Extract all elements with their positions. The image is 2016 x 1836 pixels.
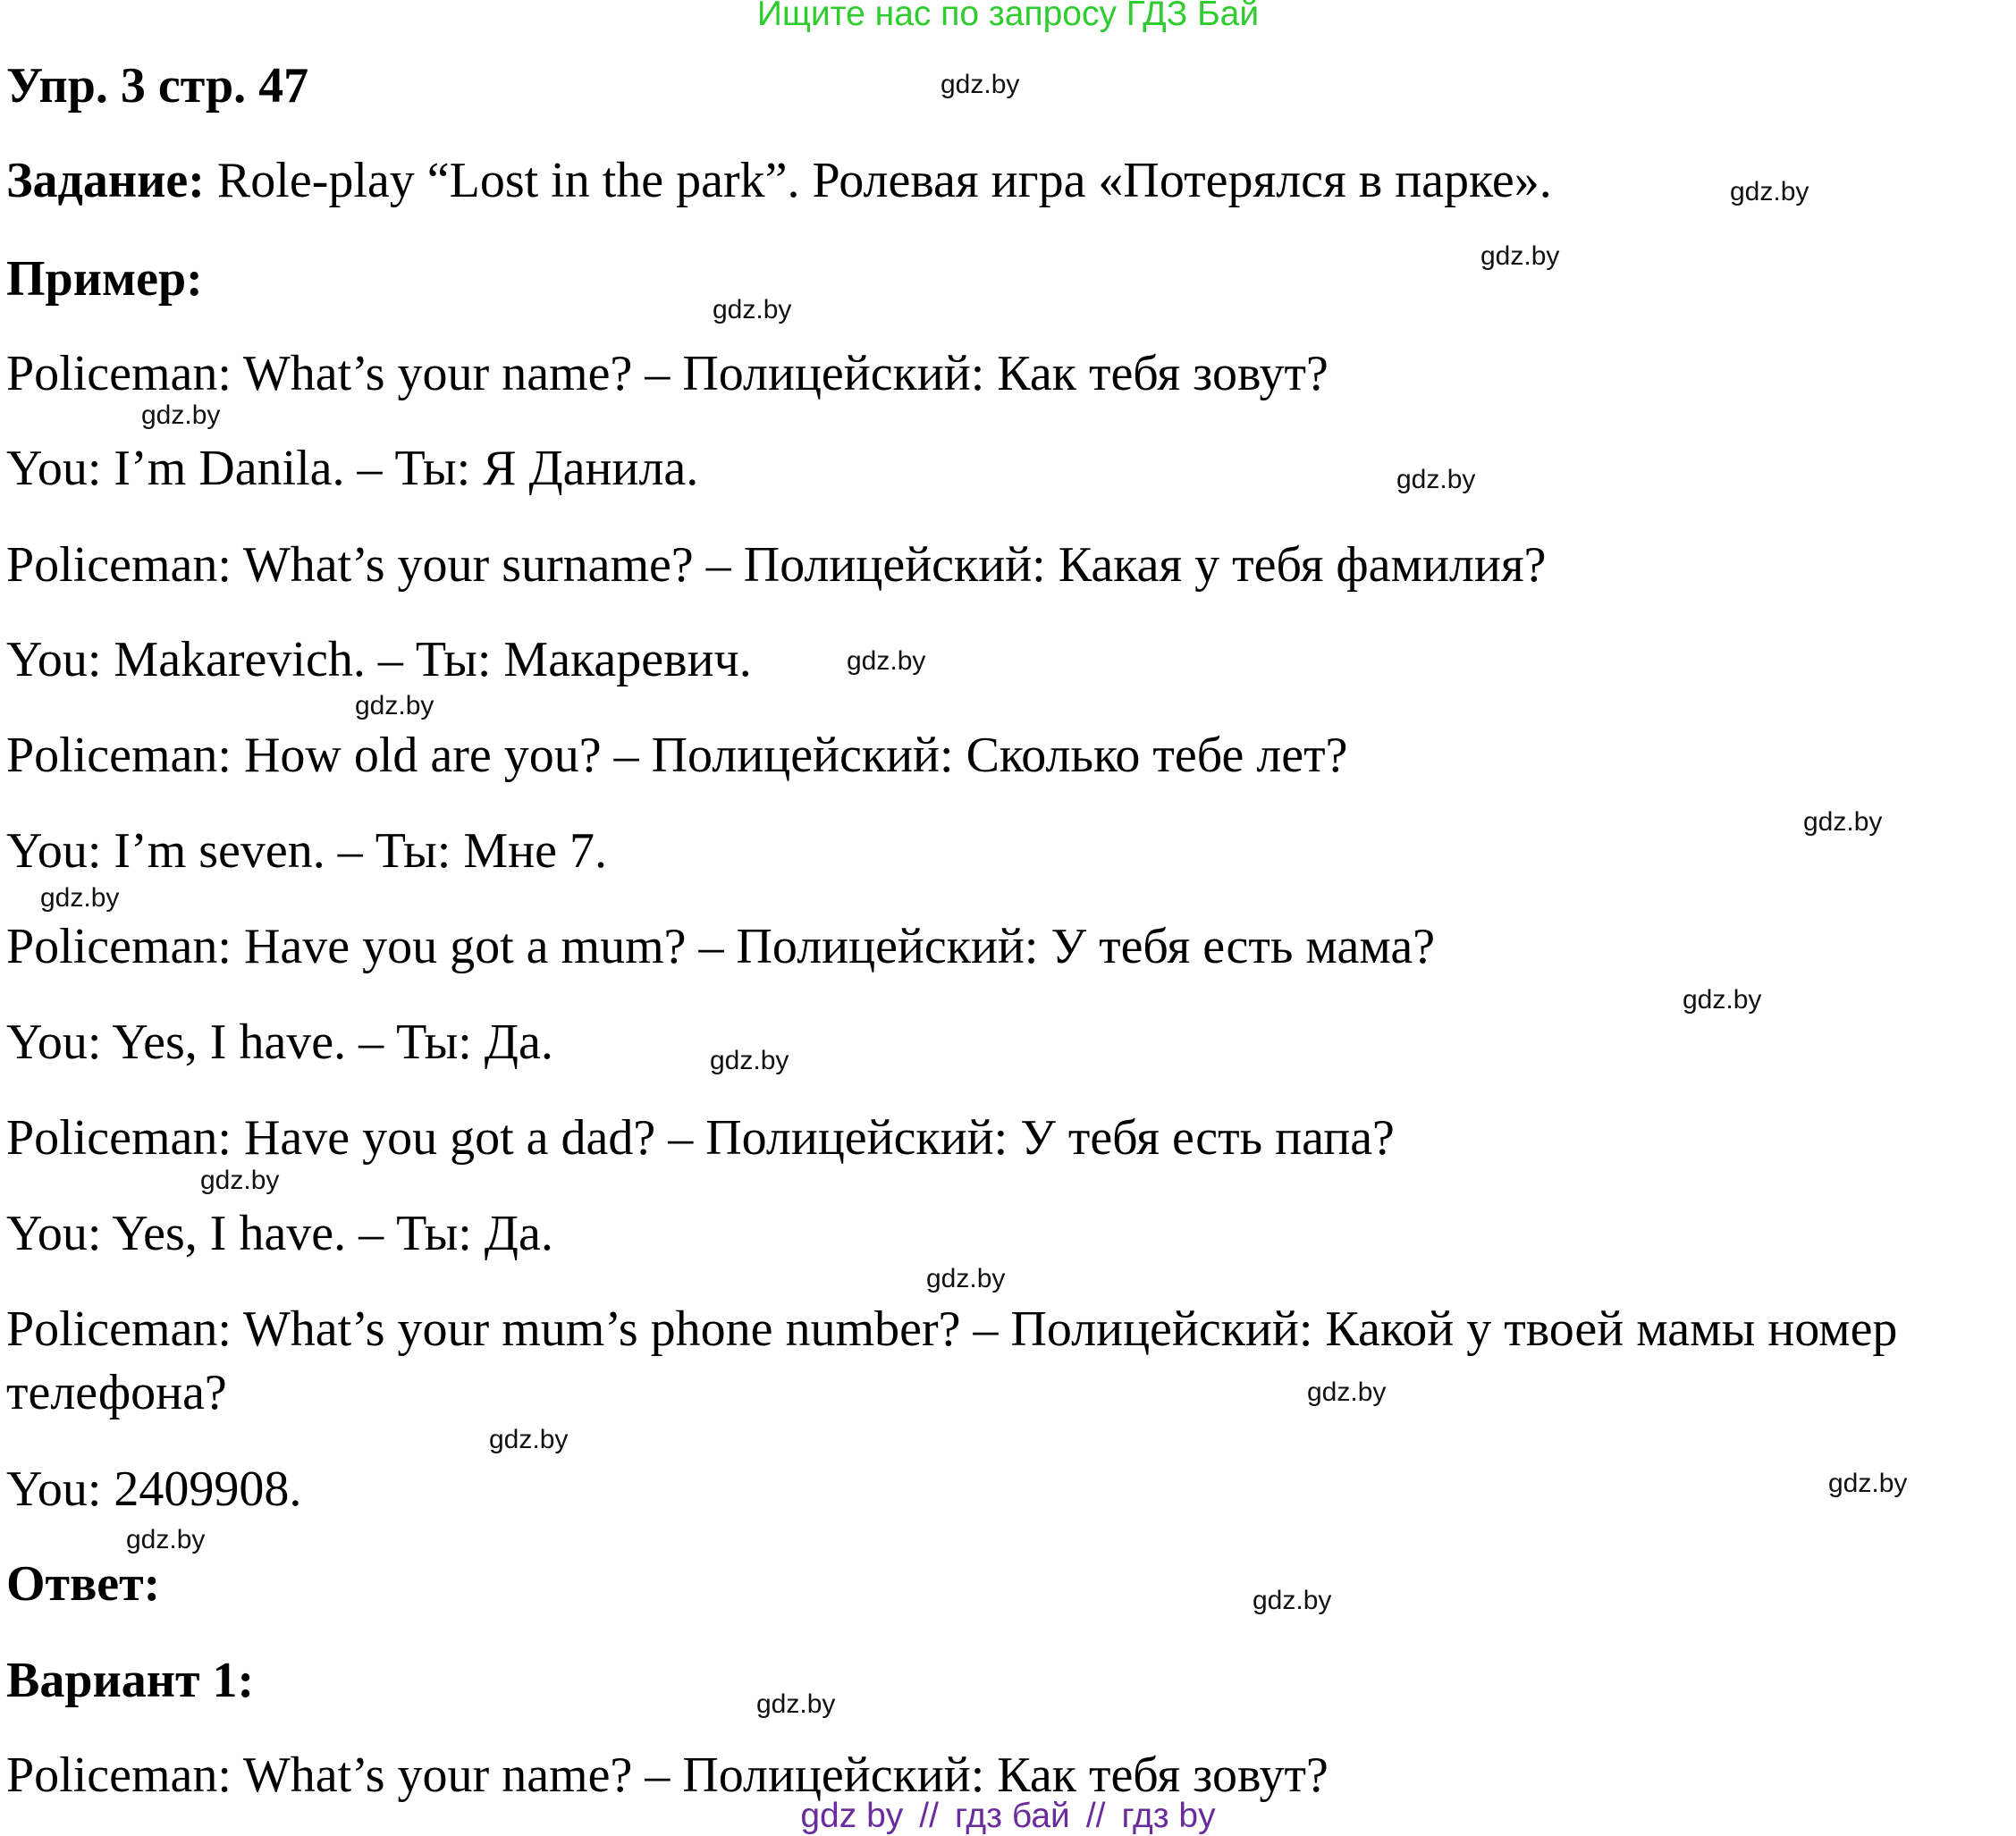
- watermark-text: gdz.by: [489, 1425, 569, 1454]
- watermark-text: gdz.by: [926, 1264, 1006, 1293]
- watermark-text: gdz.by: [1803, 807, 1883, 837]
- watermark-text: gdz.by: [1253, 1586, 1332, 1615]
- task-statement: [6, 153, 1552, 208]
- variant-heading: Вариант 1:: [6, 1653, 255, 1708]
- answer-heading: Ответ:: [6, 1556, 161, 1612]
- example-line: Policeman: Have you got a mum? – Полицейский: У тебя есть мама?: [6, 919, 1436, 974]
- footer-link-gdz-by[interactable]: gdz by: [800, 1797, 904, 1835]
- footer-links: [0, 1798, 2016, 1833]
- example-line: You: Yes, I have. – Ты: Да.: [6, 1015, 553, 1070]
- watermark-text: gdz.by: [1828, 1469, 1908, 1498]
- example-heading: Пример:: [6, 251, 203, 307]
- watermark-text: gdz.by: [713, 295, 792, 324]
- example-line: телефона?: [6, 1365, 227, 1420]
- footer-link-gdz-by-cyr[interactable]: гдз by: [1121, 1797, 1216, 1835]
- example-line: You: Yes, I have. – Ты: Да.: [6, 1206, 553, 1261]
- watermark-text: gdz.by: [1307, 1377, 1387, 1407]
- example-line: You: I’m seven. – Ты: Мне 7.: [6, 823, 607, 879]
- watermark-text: gdz.by: [355, 691, 434, 720]
- watermark-text: gdz.by: [126, 1525, 206, 1554]
- example-line: You: I’m Danila. – Ты: Я Данила.: [6, 441, 699, 496]
- footer-separator: //: [919, 1797, 939, 1835]
- watermark-text: gdz.by: [1683, 985, 1762, 1015]
- watermark-text: gdz.by: [710, 1046, 789, 1075]
- footer-separator: //: [1085, 1797, 1106, 1835]
- example-line: You: 2409908.: [6, 1461, 302, 1517]
- watermark-text: gdz.by: [941, 70, 1020, 99]
- watermark-text: gdz.by: [1730, 177, 1809, 206]
- example-line: Policeman: What’s your surname? – Полицейский: Какая у тебя фамилия?: [6, 537, 1547, 593]
- watermark-text: gdz.by: [1396, 465, 1476, 494]
- watermark-text: gdz.by: [40, 883, 120, 913]
- example-line: Policeman: Have you got a dad? – Полицейский: У тебя есть папа?: [6, 1110, 1395, 1166]
- example-line: Policeman: What’s your name? – Полицейский: Как тебя зовут?: [6, 346, 1329, 401]
- variant-line: Policeman: What’s your name? – Полицейский: Как тебя зовут?: [6, 1748, 1329, 1803]
- search-banner[interactable]: Ищите нас по запросу ГДЗ Бай: [756, 0, 1260, 33]
- example-line: Policeman: How old are you? – Полицейский: Сколько тебе лет?: [6, 728, 1348, 783]
- example-line: You: Makarevich. – Ты: Макаревич.: [6, 632, 752, 687]
- example-line: Policeman: What’s your mum’s phone number? – Полицейский: Какой у твоей мамы номер: [6, 1301, 1898, 1357]
- watermark-text: gdz.by: [141, 400, 221, 430]
- watermark-text: gdz.by: [756, 1689, 836, 1719]
- exercise-heading: Упр. 3 стр. 47: [6, 58, 309, 114]
- watermark-text: gdz.by: [847, 646, 926, 676]
- task-label: Задание:: [6, 153, 205, 208]
- task-text: Role-play “Lost in the park”. Ролевая игра «Потерялся в парке».: [204, 153, 1552, 208]
- watermark-text: gdz.by: [1480, 241, 1560, 271]
- watermark-text: gdz.by: [200, 1166, 280, 1195]
- footer-link-gdz-bai[interactable]: гдз бай: [954, 1797, 1070, 1835]
